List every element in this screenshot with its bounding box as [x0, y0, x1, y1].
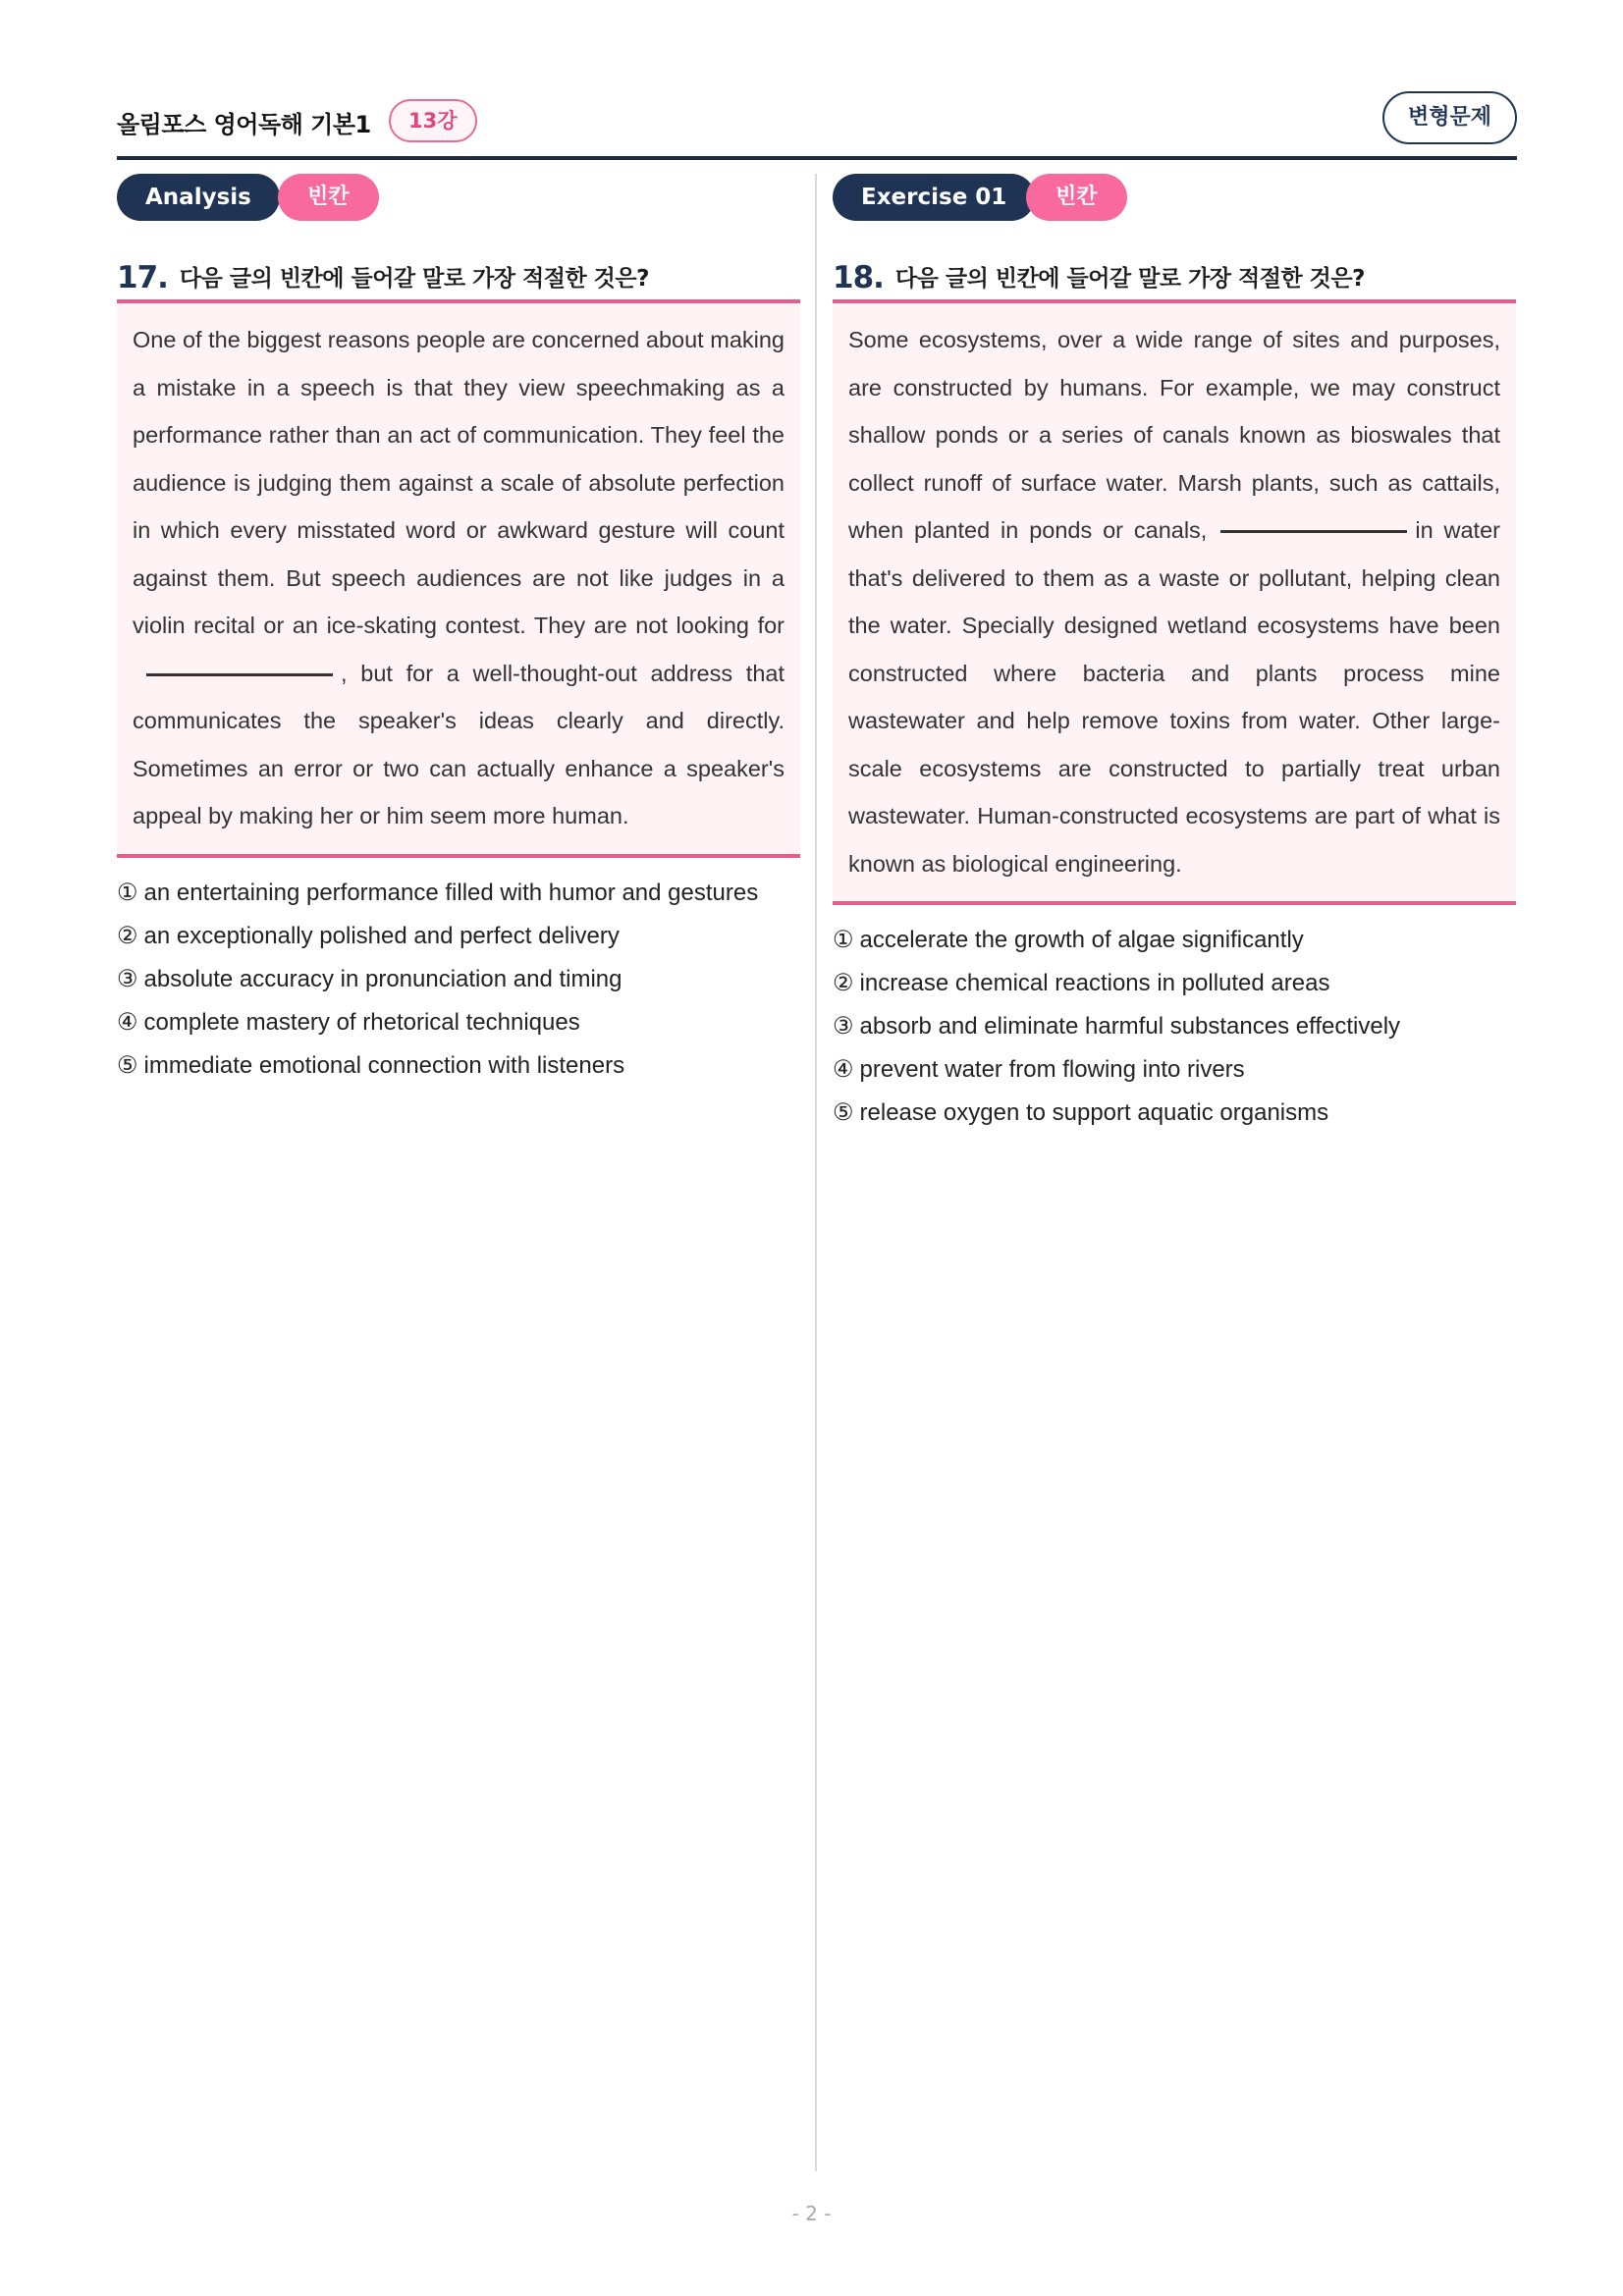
option-text: absorb and eliminate harmful substances effectively [859, 1013, 1401, 1040]
question-number: 17. [117, 260, 168, 295]
option-mark: ② [117, 922, 138, 949]
section-tag-blank: 빈칸 [278, 174, 379, 221]
section-tag-analysis: Analysis [117, 174, 280, 221]
passage-text-before-blank: Some ecosystems, over a wide range of sites and purposes, are constructed by humans. For example, we may construct shallow ponds or a series of canals known as bioswales that collect runoff of surface water. Marsh plants, such as cattails, when planted in ponds or canals, [848, 327, 1500, 543]
answer-blank [146, 673, 333, 676]
lesson-badge: 13강 [389, 99, 477, 142]
question-18-heading [833, 260, 1516, 299]
answer-option[interactable] [833, 919, 1516, 962]
section-tag-exercise: Exercise 01 [833, 174, 1035, 221]
option-text: prevent water from flowing into rivers [859, 1056, 1245, 1083]
option-text: an exceptionally polished and perfect delivery [143, 922, 620, 949]
answer-option[interactable] [833, 1005, 1516, 1048]
option-mark: ① [117, 879, 138, 906]
option-mark: ① [833, 927, 854, 953]
option-text: complete mastery of rhetorical techniques [143, 1008, 580, 1036]
answer-option[interactable] [117, 958, 800, 1001]
answer-option[interactable] [117, 1044, 800, 1088]
question-prompt: 다음 글의 빈칸에 들어갈 말로 가장 적절한 것은? [894, 266, 1365, 292]
answer-option[interactable] [117, 1001, 800, 1044]
passage-bottom-rule [117, 854, 800, 858]
answer-options [117, 872, 800, 1088]
option-text: immediate emotional connection with listeners [143, 1051, 625, 1079]
answer-options [833, 919, 1516, 1135]
question-prompt: 다음 글의 빈칸에 들어갈 말로 가장 적절한 것은? [179, 266, 649, 292]
answer-option[interactable] [833, 1048, 1516, 1092]
option-mark: ⑤ [833, 1099, 854, 1126]
option-mark: ② [833, 970, 854, 996]
passage-18 [833, 303, 1516, 901]
option-mark: ⑤ [117, 1051, 138, 1079]
option-text: release oxygen to support aquatic organisms [859, 1099, 1329, 1126]
answer-option[interactable] [117, 915, 800, 958]
answer-option[interactable] [117, 872, 800, 915]
option-mark: ③ [117, 965, 138, 992]
passage-text-after-blank: in water that's delivered to them as a waste or pollutant, helping clean the water. Specially designed wetland ecosystems have been constructed where bacteria and plants process mine wastewater and help remove toxins from water. Other large-scale ecosystems are constructed to partially treat urban wastewater. Human-constructed ecosystems are part of what is known as biological engineering. [848, 517, 1500, 877]
option-mark: ③ [833, 1013, 854, 1040]
question-number: 18. [833, 260, 884, 295]
option-text: increase chemical reactions in polluted areas [859, 970, 1330, 996]
section-tags [117, 174, 800, 221]
section-tags [833, 174, 1516, 221]
option-text: accelerate the growth of algae significantly [859, 927, 1304, 953]
option-text: absolute accuracy in pronunciation and timing [143, 965, 622, 992]
column-divider [815, 174, 817, 2171]
passage-17 [117, 303, 800, 854]
option-mark: ④ [117, 1008, 138, 1036]
right-column [833, 174, 1516, 1135]
book-title: 올림포스 영어독해 기본1 [117, 111, 371, 138]
answer-blank [1220, 530, 1407, 533]
page-header [117, 91, 1517, 160]
left-column [117, 174, 800, 1088]
passage-text-after-blank: , but for a well-thought-out address that communicates the speaker's ideas clearly and directly. Sometimes an error or two can actually enhance a speaker's appeal by making her or him seem more human. [133, 660, 784, 828]
question-17-heading [117, 260, 800, 299]
passage-text-before-blank: One of the biggest reasons people are concerned about making a mistake in a speech is that they view speechmaking as a performance rather than an act of communication. They feel the audience is judging them against a scale of absolute perfection in which every misstated word or awkward gesture will count against them. But speech audiences are not like judges in a violin recital or an ice-skating contest. They are not looking for [133, 327, 784, 638]
answer-option[interactable] [833, 1092, 1516, 1135]
option-text: an entertaining performance filled with humor and gestures [143, 879, 759, 906]
header-rule [117, 156, 1517, 160]
option-mark: ④ [833, 1056, 854, 1083]
answer-option[interactable] [833, 962, 1516, 1005]
section-tag-blank: 빈칸 [1026, 174, 1127, 221]
question-type-badge: 변형문제 [1382, 91, 1517, 144]
page-number: - 2 - [791, 2202, 832, 2225]
passage-bottom-rule [833, 901, 1516, 905]
